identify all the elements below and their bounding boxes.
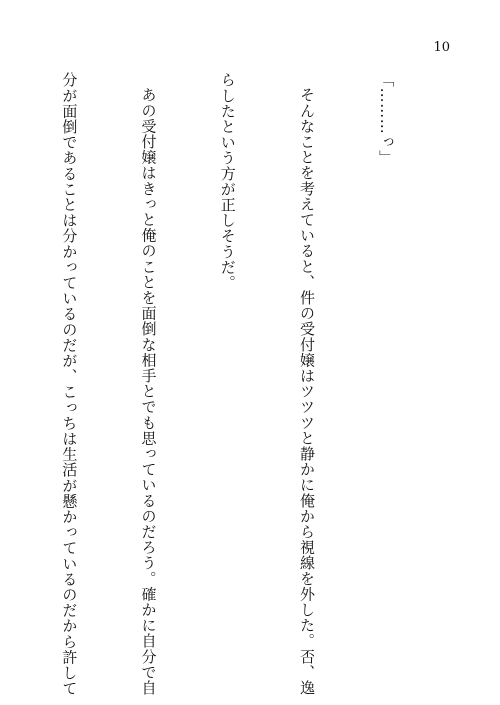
- text-line: [0, 72, 3, 667]
- text-line: 分が面倒であることは分かっているのだが、こっちは生活が懸かっているのだから許して: [60, 72, 79, 696]
- vertical-text-block: [0, 72, 452, 696]
- text-line: あの受付嬢はきっと俺のことを面倒な相手とでも思っているのだろう。確かに自分で自: [139, 87, 158, 696]
- text-line: そんなことを考えていると、件の受付嬢はツツツと静かに俺から視線を外した。否、逸: [297, 87, 316, 696]
- page-number: 10: [433, 40, 450, 55]
- text-line: 「………っ」: [377, 72, 396, 166]
- text-line: らしたという方が正しそうだ。: [218, 72, 237, 291]
